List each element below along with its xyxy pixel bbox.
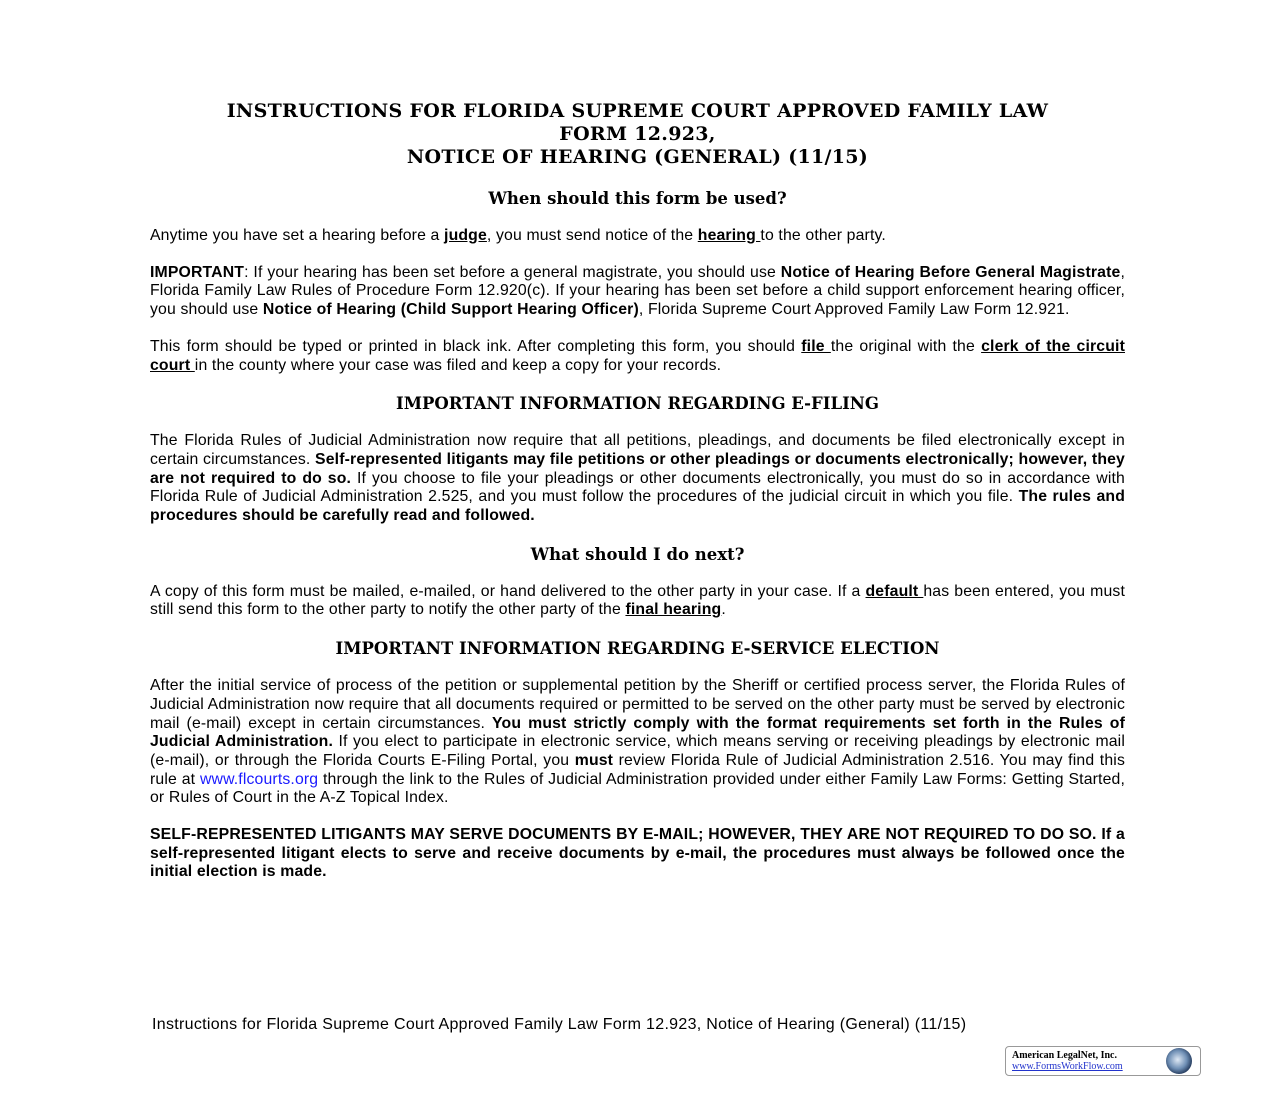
glossary-term: clerk of the circuit court [150,337,1125,374]
glossary-term: default [865,582,924,600]
text-run: If you elect to participate in electronic service, which means serving or receiving pleadings by electronic mail (e-mail), or through the Florida Courts E-Filing Portal, you [150,733,1126,769]
globe-icon [1166,1048,1192,1074]
text-run: Notice of Hearing (Child Support Hearing Officer) [262,301,639,319]
text-run: Anytime you have set a hearing before a [150,227,445,244]
text-run: If you choose to file your pleadings or other documents electronically, you must do so in accordance with Florida Rule of Judicial Administration 2.525, and you must follow the procedures of the judicial circuit in which you file. [150,469,1125,506]
title-line-1: INSTRUCTIONS FOR FLORIDA SUPREME COURT APPROVED FAMILY LAW [226,100,1049,122]
section-heading: IMPORTANT INFORMATION REGARDING E-FILING [396,394,879,414]
text-run: : If your hearing has been set before a general magistrate, you should use [244,263,781,281]
text-run: has been entered, you must still send this form to the other party to notify the other party of the [150,582,1126,619]
text-run: review Florida Rule of Judicial Administration 2.516. You may find this rule at [150,751,1125,788]
title-line-2: FORM 12.923, [559,123,716,145]
text-run: After the initial service of process of the petition or supplemental petition by the Sheriff or certified process server, the Florida Rules of Judicial Administration now require that all documents required or permitted to be served on the other party must be served by electronic mail (e-mail) except in certain circumstances. [150,677,1125,732]
paragraph [150,264,1125,320]
text-run: The Florida Rules of Judicial Administration now require that all petitions, pleadings, and documents be filed electronically except in certain circumstances. [150,432,1125,468]
american-legalnet-logo[interactable] [1005,1046,1201,1076]
text-run: Notice of Hearing Before General Magistrate [780,263,1121,281]
text-run: . [721,601,726,619]
section-heading: IMPORTANT INFORMATION REGARDING E-SERVICE ELECTION [335,639,940,659]
section-heading: When should this form be used? [488,189,787,208]
text-run: through the link to the Rules of Judicial Administration provided under either Family Law Forms: Getting Started, or Rules of Court in the A-Z Topical Index. [150,770,1125,807]
glossary-term: hearing [697,227,761,244]
text-run: SELF-REPRESENTED LITIGANTS MAY SERVE DOCUMENTS BY E-MAIL; HOWEVER, THEY ARE NOT REQUIRED TO DO SO. If a self-represented litigant elects to serve and receive documents by e-mail, the procedures must always be followed once the initial election is made. [150,826,1125,881]
page-footer: Instructions for Florida Supreme Court Approved Family Law Form 12.923, Notice of Hearing (General) (11/15) [152,1016,967,1033]
paragraph [150,227,1125,246]
paragraph [150,583,1125,620]
text-run: must [574,751,614,769]
text-run: You must strictly comply with the format requirements set forth in the Rules of Judicial Administration. [150,714,1125,751]
glossary-term: file [801,337,831,355]
text-run: to the other party. [760,227,886,244]
logo-name: American LegalNet, Inc. [1012,1050,1117,1061]
paragraph [150,677,1125,808]
title-line-3: NOTICE OF HEARING (GENERAL) (11/15) [406,146,869,168]
logo-url-link[interactable]: www.FormsWorkFlow.com [1012,1061,1123,1072]
paragraph [150,338,1125,375]
text-run: IMPORTANT [150,263,245,281]
paragraph [150,826,1125,882]
glossary-term: judge [444,227,487,244]
flcourts-link[interactable]: www.flcourts.org [199,770,319,788]
text-run: , Florida Family Law Rules of Procedure Form 12.920(c). If your hearing has been set before a child support enforcement hearing officer, you should use [150,263,1125,319]
document-body [150,189,1125,882]
text-run: in the county where your case was filed and keep a copy for your records. [194,356,722,374]
text-run: The rules and procedures should be carefully read and followed. [150,488,1126,525]
text-run: This form should be typed or printed in black ink. After completing this form, you should [150,337,802,355]
paragraph [150,432,1125,526]
text-run: , you must send notice of the [486,227,698,244]
document-page [150,100,1125,882]
text-run: , Florida Supreme Court Approved Family Law Form 12.921. [638,301,1070,319]
text-run: Self-represented litigants may file petitions or other pleadings or documents electronically; however, they are not required to do so. [150,450,1125,487]
section-heading: What should I do next? [530,544,745,564]
text-run: the original with the [830,337,982,355]
glossary-term: final hearing [625,601,722,619]
document-title [150,100,1125,169]
text-run: A copy of this form must be mailed, e-mailed, or hand delivered to the other party in your case. If a [150,582,866,600]
